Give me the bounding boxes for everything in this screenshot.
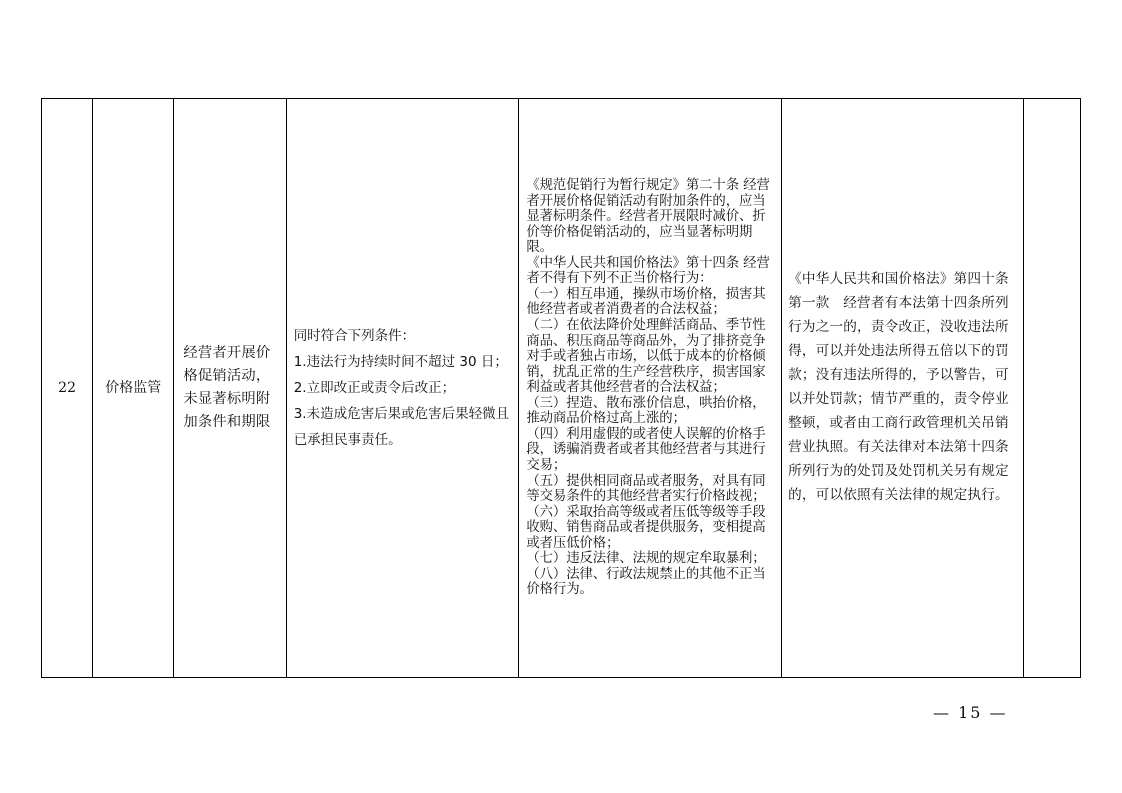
row-number: 22	[42, 99, 93, 678]
legal-basis-clause: （六）采取抬高等级或者压低等级等手段收购、销售商品或者提供服务，变相提高或者压低价格；	[526, 504, 766, 551]
penalty-cell	[782, 99, 1024, 678]
violation-description: 经营者开展价格促销活动，未显著标明附加条件和期限	[183, 345, 271, 430]
legal-basis-clause: （五）提供相同商品或者服务，对具有同等交易条件的其他经营者实行价格歧视；	[526, 473, 766, 505]
legal-basis-paragraph: 《规范促销行为暂行规定》第二十条 经营者开展价格促销活动有附加条件的，应当显著标明条件。经营者开展限时减价、折价等价格促销活动的，应当显著标明期限。	[526, 178, 770, 256]
legal-basis-cell	[519, 99, 782, 678]
legal-basis-clause: （二）在依法降价处理鲜活商品、季节性商品、积压商品等商品外，为了排挤竞争对手或者独占市场，以低于成本的价格倾销，扰乱正常的生产经营秩序，损害国家利益或者其他经营者的合法权益；	[526, 318, 766, 396]
legal-basis-clause: （七）违反法律、法规的规定牟取暴利；	[526, 551, 766, 567]
supervision-category: 价格监管	[93, 99, 174, 678]
condition-item: 1.违法行为持续时间不超过 30 日；	[293, 354, 508, 370]
violation-cell	[174, 99, 286, 678]
page-number: — 15 —	[933, 703, 1008, 722]
condition-item: 2.立即改正或责令后改正；	[293, 380, 456, 396]
legal-basis-paragraph: 《中华人民共和国价格法》第十四条 经营者不得有下列不正当价格行为：	[526, 255, 770, 287]
legal-basis-clause: （一）相互串通，操纵市场价格，损害其他经营者或者消费者的合法权益；	[526, 286, 766, 318]
conditions-cell	[286, 99, 519, 678]
legal-basis-clause: （八）法律、行政法规禁止的其他不正当价格行为。	[526, 566, 766, 598]
legal-basis-text	[519, 178, 781, 598]
conditions-heading: 同时符合下列条件：	[293, 328, 416, 344]
note-cell	[1023, 99, 1080, 678]
legal-basis-clause: （三）捏造、散布涨价信息，哄抬价格，推动商品价格过高上涨的；	[526, 395, 766, 427]
legal-basis-clause: （四）利用虚假的或者使人误解的价格手段，诱骗消费者或者其他经营者与其进行交易；	[526, 426, 766, 473]
conditions-list	[287, 323, 519, 453]
table-row	[42, 99, 1081, 678]
regulation-table	[41, 98, 1081, 678]
penalty-text: 《中华人民共和国价格法》第四十条第一款 经营者有本法第十四条所列行为之一的，责令改正，没收违法所得，可以并处违法所得五倍以下的罚款；没有违法所得的，予以警告，可以并处罚款；情节严重的，责令停业整顿，或者由工商行政管理机关吊销营业执照。有关法律对本法第十四条所列行为的处罚及处罚机关另有规定的，可以依照有关法律的规定执行。	[788, 271, 1009, 503]
condition-item: 3.未造成危害后果或危害后果轻微且已承担民事责任。	[293, 406, 510, 448]
